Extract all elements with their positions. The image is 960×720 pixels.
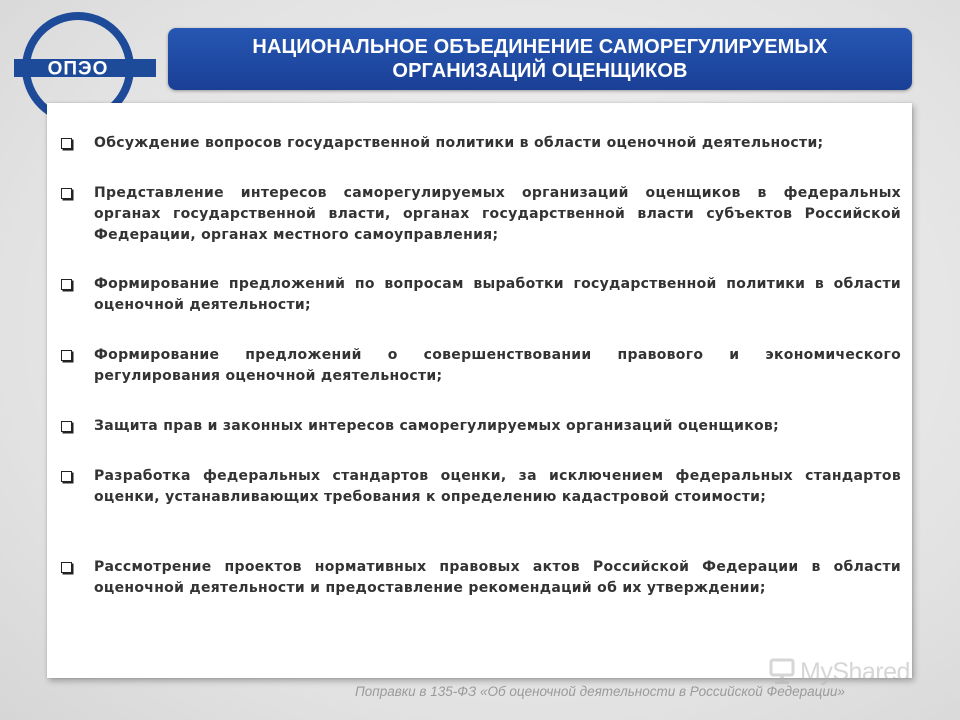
page-title xyxy=(168,28,912,90)
list-item-text: Защита прав и законных интересов саморегулируемых организаций оценщиков; xyxy=(94,418,779,434)
title-line-1: НАЦИОНАЛЬНОЕ ОБЪЕДИНЕНИЕ САМОРЕГУЛИРУЕМЫХ xyxy=(252,36,828,58)
content-card xyxy=(47,103,912,678)
list-item-text: Представление интересов саморегулируемых организаций оценщиков в федеральных органах государственной власти, органах государственной власти субъектов Российской Федерации, органах местного самоуправления; xyxy=(94,185,901,243)
checkbox-bullet-icon xyxy=(61,138,72,149)
list-item xyxy=(61,133,901,154)
watermark xyxy=(768,656,928,690)
list-item-text: Разработка федеральных стандартов оценки, за исключением федеральных стандартов оценки, устанавливающих требования к определению кадастровой стоимости; xyxy=(94,468,901,505)
list-item xyxy=(61,557,901,599)
list-item xyxy=(61,274,901,316)
list-item xyxy=(61,466,901,508)
list-item-text: Формирование предложений о совершенствовании правового и экономического регулирования оценочной деятельности; xyxy=(94,347,901,384)
checkbox-bullet-icon xyxy=(61,279,72,290)
checkbox-bullet-icon xyxy=(61,562,72,573)
checkbox-bullet-icon xyxy=(61,471,72,482)
footer-note: Поправки в 135-ФЗ «Об оценочной деятельности в Российской Федерации» xyxy=(355,684,845,699)
list-item xyxy=(61,183,901,246)
logo-text: ОПЭО xyxy=(47,58,109,80)
list-item-text: Обсуждение вопросов государственной политики в области оценочной деятельности; xyxy=(94,135,824,151)
checkbox-bullet-icon xyxy=(61,421,72,432)
watermark-text: MyShared xyxy=(800,658,910,686)
checkbox-bullet-icon xyxy=(61,188,72,199)
list-item xyxy=(61,416,901,437)
list-item-text: Рассмотрение проектов нормативных правовых актов Российской Федерации в области оценочной деятельности и предоставление рекомендаций об их утверждении; xyxy=(94,559,901,596)
list-item-text: Формирование предложений по вопросам выработки государственной политики в области оценочной деятельности; xyxy=(94,276,901,313)
list-item xyxy=(61,345,901,387)
title-line-2: ОРГАНИЗАЦИЙ ОЦЕНЩИКОВ xyxy=(392,60,688,82)
checkbox-bullet-icon xyxy=(61,350,72,361)
presentation-icon xyxy=(768,656,798,686)
